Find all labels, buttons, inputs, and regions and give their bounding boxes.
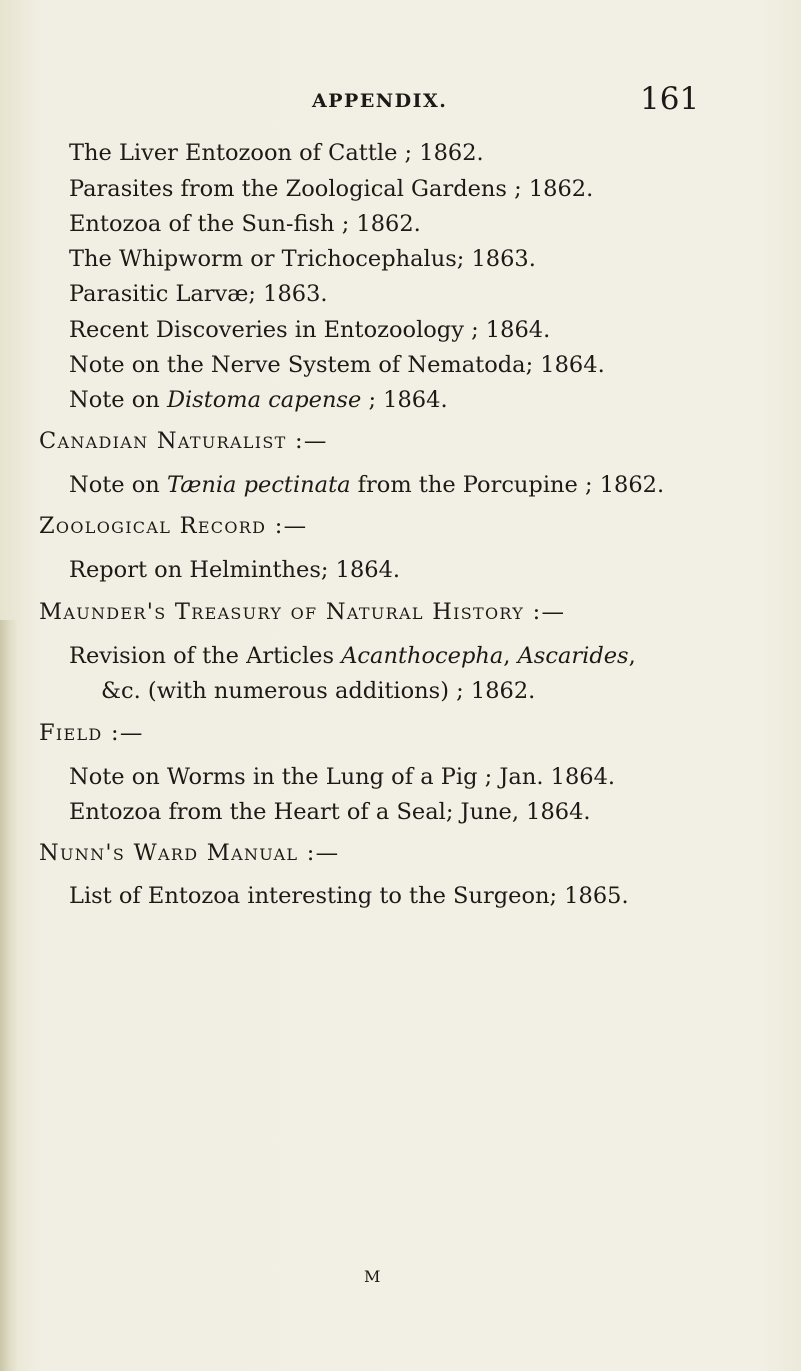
list-item: Entozoa from the Heart of a Seal; June, 1864. [69, 799, 591, 825]
list-item: The Whipworm or Trichocephalus; 1863. [69, 246, 536, 272]
species-title: Acanthocepha [341, 643, 504, 669]
section-heading-zoological-record: Zoological Record :— [39, 513, 308, 539]
item-text: , [628, 643, 636, 669]
species-title: Tænia pectinata [166, 472, 351, 498]
species-title: Distoma capense [166, 387, 362, 413]
species-title: Ascarides [517, 643, 629, 669]
list-item: Recent Discoveries in Entozoology ; 1864. [69, 317, 551, 343]
section-heading-maunders-treasury: Maunder's Treasury of Natural History :— [39, 599, 566, 625]
list-item: The Liver Entozoon of Cattle ; 1862. [69, 140, 484, 166]
item-text: Revision of the Articles [69, 643, 342, 669]
list-item [69, 645, 636, 668]
section-heading-field: Field :— [39, 720, 144, 746]
signature-mark: M [364, 1267, 381, 1286]
list-item: Note on Worms in the Lung of a Pig ; Jan. 1864. [69, 764, 616, 790]
page-edge-shadow [0, 620, 18, 1371]
item-text: Note on [69, 387, 167, 413]
page-number: 161 [640, 81, 700, 117]
list-item [69, 389, 448, 412]
section-heading-nunns-ward-manual: Nunn's Ward Manual :— [39, 840, 340, 866]
list-item [69, 474, 664, 497]
list-item: List of Entozoa interesting to the Surgeon; 1865. [69, 883, 629, 909]
list-item: Parasites from the Zoological Gardens ; 1862. [69, 176, 594, 202]
item-text: Note on [69, 472, 167, 498]
list-item: Parasitic Larvæ; 1863. [69, 281, 328, 307]
list-item: Report on Helminthes; 1864. [69, 557, 401, 583]
list-item: Entozoa of the Sun-fish ; 1862. [69, 211, 421, 237]
list-item: Note on the Nerve System of Nematoda; 1864. [69, 352, 605, 378]
item-text: ; 1864. [361, 387, 448, 413]
list-item-continuation: &c. (with numerous additions) ; 1862. [101, 678, 536, 704]
item-text: , [503, 643, 518, 669]
running-head: APPENDIX. [312, 90, 448, 112]
section-heading-canadian-naturalist: Canadian Naturalist :— [39, 428, 328, 454]
item-text: from the Porcupine ; 1862. [350, 472, 665, 498]
